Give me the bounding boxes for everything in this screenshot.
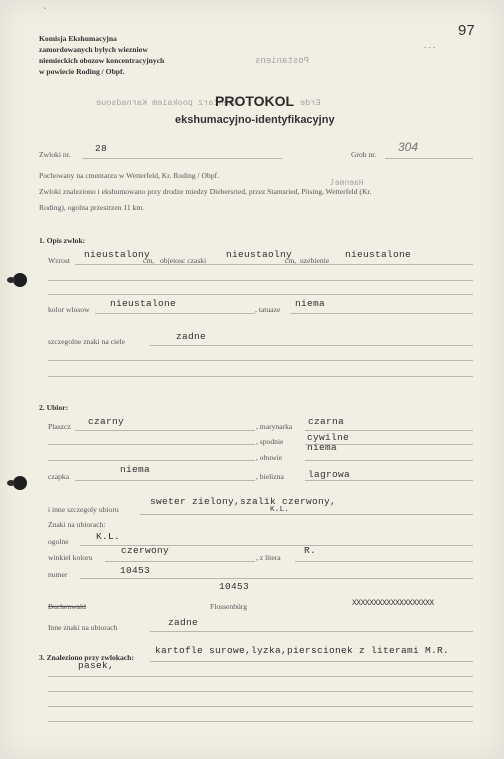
kolor-label: kolor wlosow — [48, 305, 90, 314]
section3-value-line1: kartofle surowe,lyzka,pierscionek z literami M.R. — [155, 645, 450, 656]
header-line: niemieckich obozow koncentracyjnych — [39, 56, 165, 65]
inne-szczegoly-label: i inne szczegoly ubioru — [48, 505, 119, 514]
wzrost-value: nieustalony — [84, 249, 151, 260]
marynarka-label: , marynarka — [256, 422, 293, 431]
wzrost-label: Wzrost — [48, 256, 70, 265]
punch-hole — [13, 476, 27, 490]
uzebienie-value: nieustalone — [345, 249, 412, 260]
section2-heading: 2. Ubior: — [39, 403, 69, 412]
section3-heading: 3. Znaleziono przy zwlokach: — [39, 653, 134, 662]
bielizna-value: lagrowa — [308, 469, 351, 480]
numer-value: 10453 — [120, 565, 151, 576]
winkiel-label: winkiel koloru — [48, 553, 93, 562]
ghost-text-title-right: Erde — [300, 98, 321, 108]
litera-label: , z litera — [256, 553, 281, 562]
document-title: PROTOKOL — [215, 93, 295, 109]
znaki-ubior-heading: Znaki na ubiorach: — [48, 520, 106, 529]
pochowany-text: Pochowany na cmentarzu w Wetterfeld, Kr. Roding / Obpf. — [39, 171, 219, 180]
document-subtitle: ekshumacyjno-identyfikacyjny — [175, 114, 335, 126]
tatuaze-value: niema — [295, 298, 326, 309]
top-tick-mark: ʻ — [44, 6, 46, 15]
grob-label: Grob nr. — [351, 150, 377, 159]
objetosc-label: objetosc czaski — [160, 256, 207, 265]
obuwie-label: , obuwie — [256, 453, 283, 462]
inne-znaki-value: zadne — [168, 617, 199, 628]
kolor-value: nieustalone — [110, 298, 177, 309]
cm-unit: cm, — [143, 256, 155, 265]
page-number: 97 — [458, 22, 475, 39]
ogolne-label: ogolne — [48, 537, 69, 546]
numer-label: numer — [48, 570, 68, 579]
buchenwald-label-struck: Buchenwald — [48, 602, 86, 611]
section3-value-line2: pasek, — [78, 660, 115, 671]
uzebienie-label: uzebienie — [300, 256, 330, 265]
header-line: Komisja Ekshumacyjna — [39, 34, 117, 43]
znaleziono-text-2: Roding), ogolna przestrzen 11 km. — [39, 203, 145, 212]
marynarka-value: czarna — [308, 416, 345, 427]
znaleziono-text-1: Zwloki znaleziono i ekshumowano przy drodze miedzy Diebersried, przez Stamsried, Pösing, Wetterfeld (Kr. — [39, 187, 372, 196]
plaszcz-value: czarny — [88, 416, 125, 427]
zwloki-label: Zwloki nr. — [39, 150, 71, 159]
ghost-text-header: Postaniens — [255, 56, 310, 66]
flossenburg-label: Flossenbürg — [210, 602, 247, 611]
grob-value: 304 — [398, 140, 419, 154]
znaki-cialo-label: szczegolne znaki na ciele — [48, 337, 125, 346]
numer-above-flossen: 10453 — [219, 581, 250, 592]
winkiel-value: czerwony — [121, 545, 170, 556]
punch-hole — [13, 273, 27, 287]
commission-header — [39, 33, 164, 77]
dash-mark: - - - — [424, 42, 436, 51]
inne-znaki-label: Inne znaki na ubiorach — [48, 623, 118, 632]
tatuaze-label: , tatuaze — [255, 305, 281, 314]
znaki-cialo-value: zadne — [176, 331, 207, 342]
struck-out-field: XXXXXXXXXXXXXXXXXXX — [352, 599, 434, 608]
ghost-text-title-left: Cmentarz pookaiem Karnadsoue — [96, 98, 239, 108]
inne-szczegoly-sub: K.L. — [270, 506, 290, 514]
ghost-text-field: Haenmel — [330, 179, 364, 188]
zwloki-value: 28 — [95, 143, 108, 154]
ogolne-value: K.L. — [96, 531, 121, 542]
section1-heading: 1. Opis zwlok: — [39, 236, 86, 245]
czapka-value: niema — [120, 464, 151, 475]
spodnie-label: , spodnie — [256, 437, 284, 446]
objetosc-value: nieustaolny — [226, 249, 293, 260]
header-line: w powiecie Roding / Obpf. — [39, 67, 125, 76]
litera-value: R. — [304, 545, 317, 556]
inne-szczegoly-value: sweter zielony,szalik czerwony, — [150, 496, 337, 507]
bielizna-label: , bielizna — [256, 472, 284, 481]
obuwie-value: niema — [307, 442, 338, 453]
spodnie-value: cywilne — [307, 432, 350, 443]
header-line: zamordowanych bylych wiezniow — [39, 45, 148, 54]
plaszcz-label: Plaszcz — [48, 422, 71, 431]
cm-unit: cm, — [285, 256, 297, 265]
czapka-label: czapka — [48, 472, 70, 481]
